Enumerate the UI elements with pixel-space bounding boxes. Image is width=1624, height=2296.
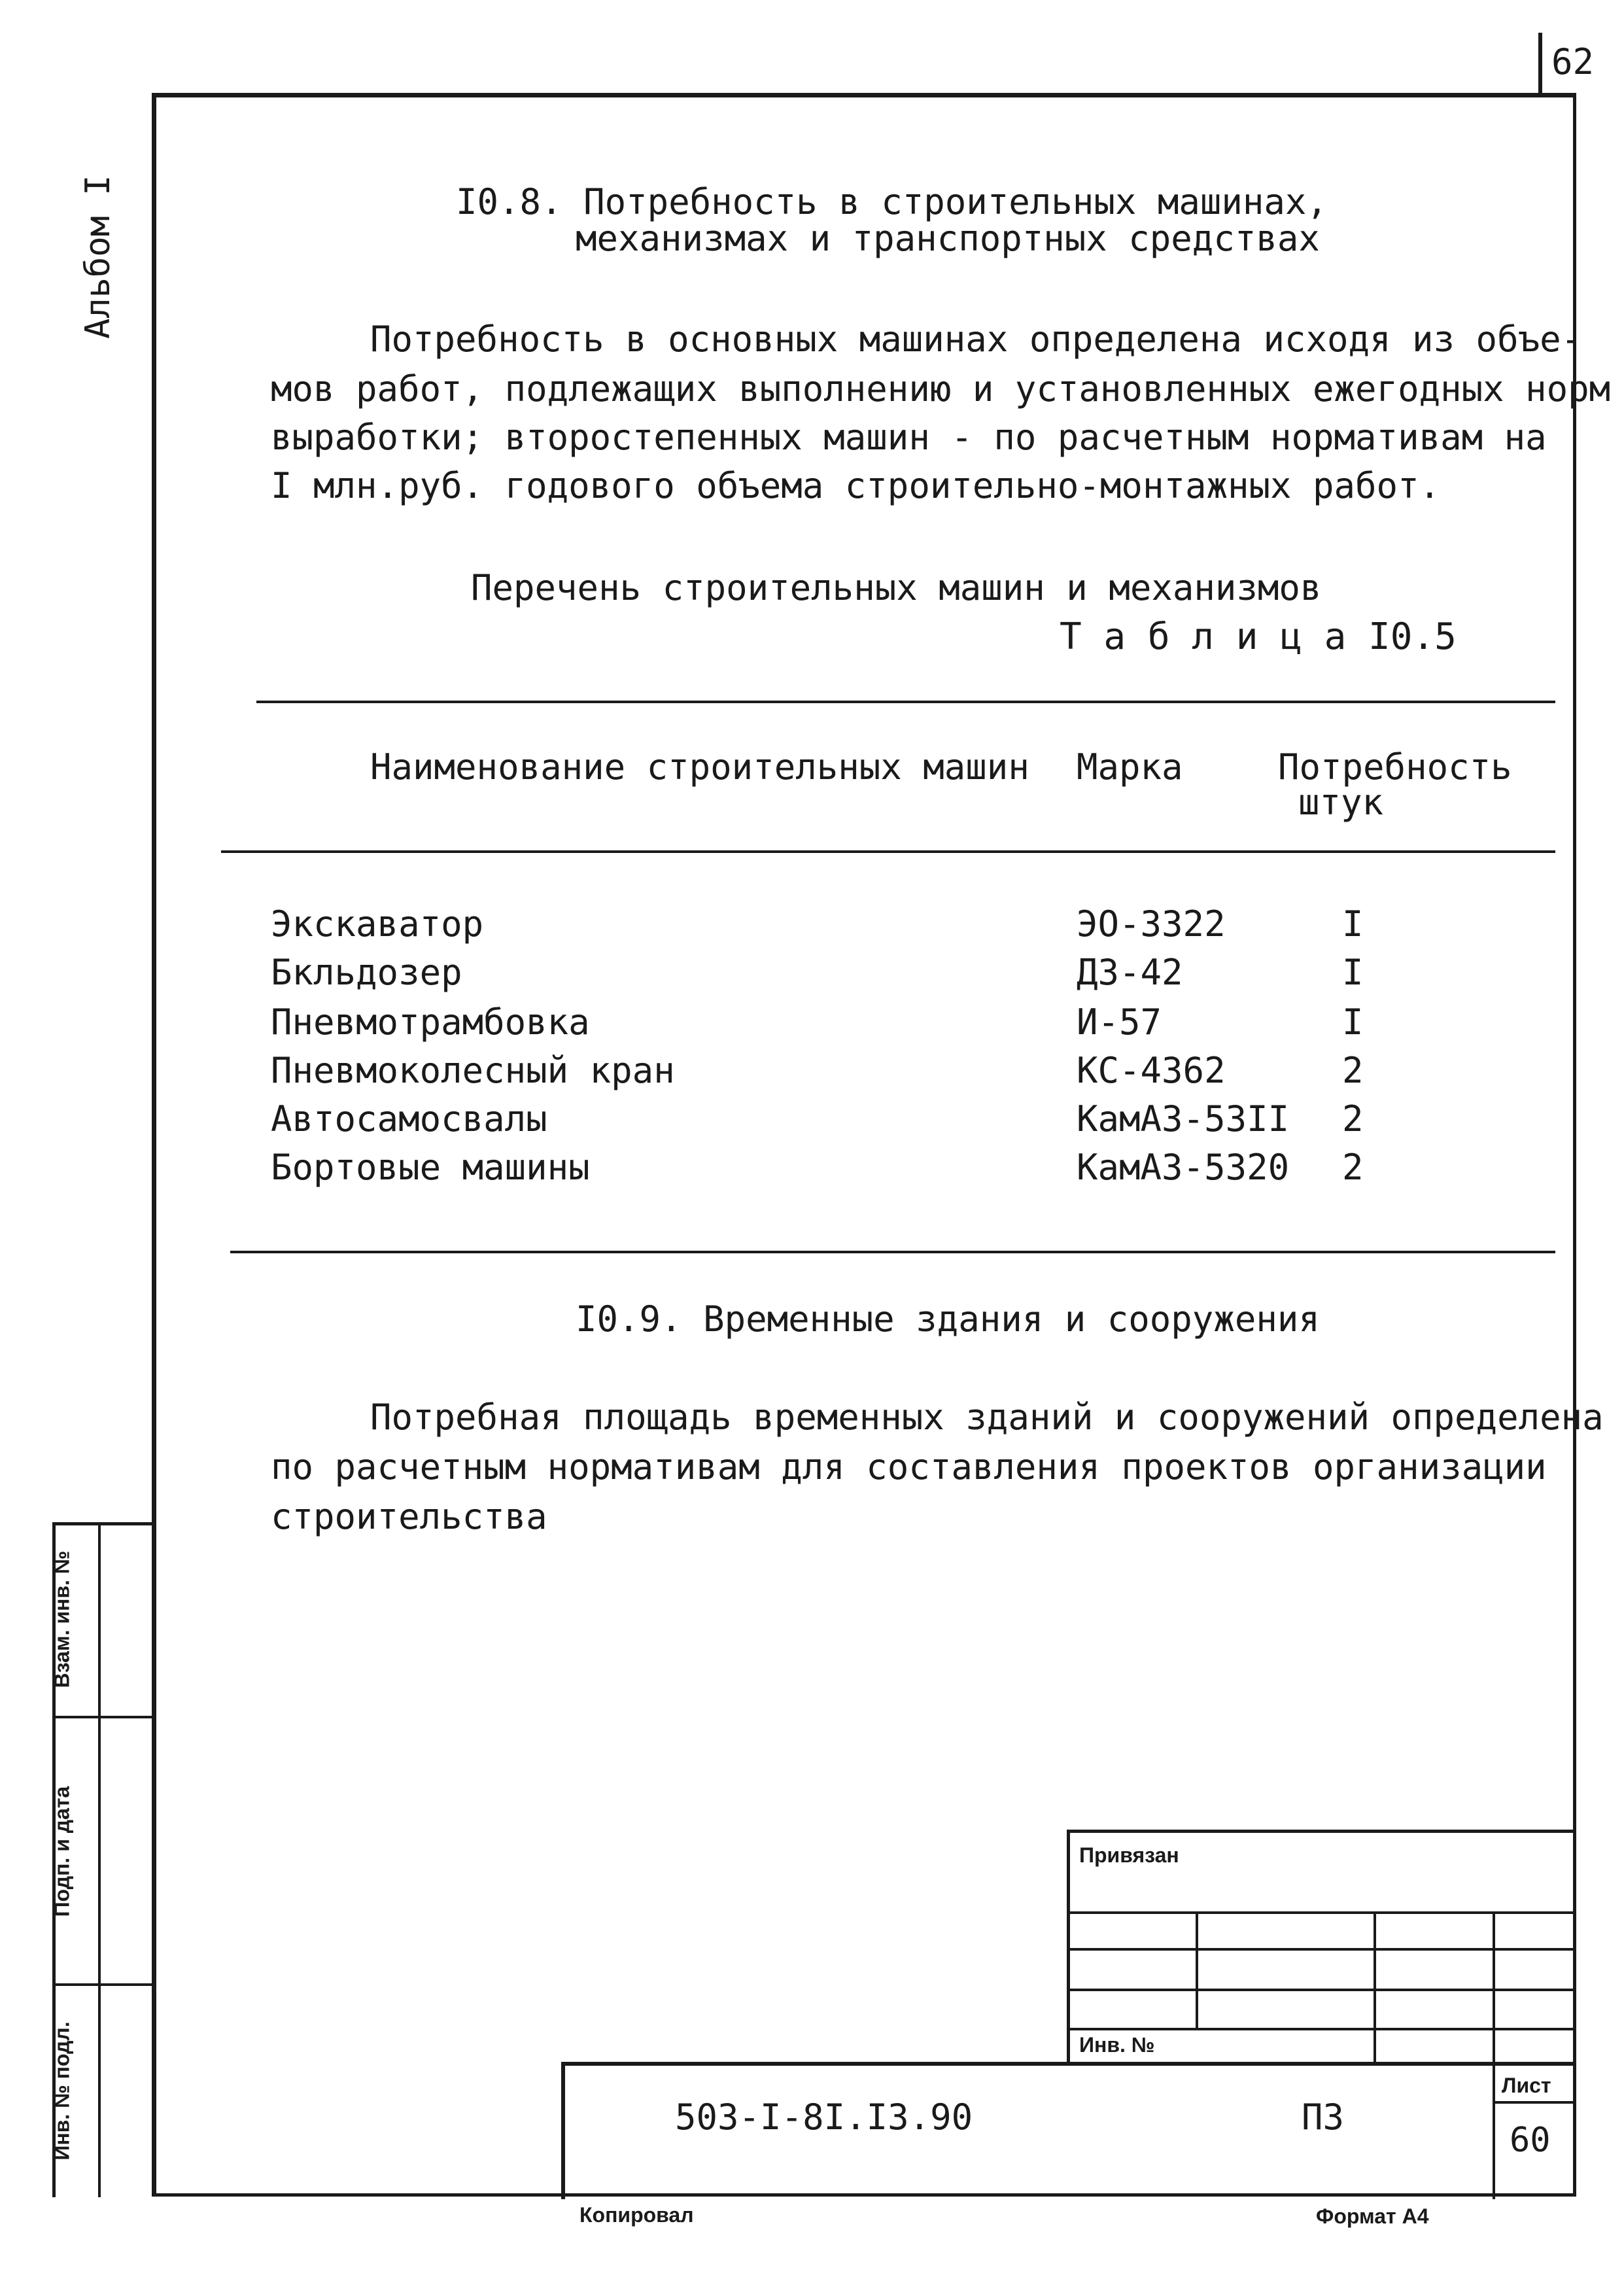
table-cell-qty: 2: [1342, 1098, 1364, 1139]
title-block-rule: [1067, 1911, 1574, 1914]
inv-no-label: Инв. №: [1079, 2033, 1155, 2057]
side-stamp-rule: [52, 1983, 154, 1986]
section-10-8-paragraph-line: мов работ, подлежащих выполнению и установленных ежегодных норм: [271, 368, 1611, 409]
table-cell-mark: И-57: [1077, 1001, 1162, 1043]
title-block-rule: [1067, 2028, 1574, 2030]
table-header-mark: Марка: [1077, 746, 1183, 788]
table-cell-mark: КамАЗ-53II: [1077, 1098, 1290, 1139]
side-stamp-top: [52, 1522, 154, 1525]
section-10-9-title: I0.9. Временные здания и сооружения: [576, 1298, 1320, 1340]
section-10-9-paragraph-line: Потребная площадь временных зданий и сооружений определена: [370, 1397, 1604, 1438]
table-header-name: Наименование строительных машин: [370, 746, 1029, 788]
table-bottom-rule: [230, 1251, 1555, 1253]
title-block-col: [1196, 1911, 1198, 2029]
section-10-8-title-line2: механизмах и транспортных средствах: [576, 218, 1320, 259]
section-10-8-paragraph-line: I млн.руб. годового объема строительно-монтажных работ.: [271, 465, 1441, 506]
table-cell-qty: I: [1342, 952, 1364, 993]
format-label: Формат А4: [1316, 2204, 1429, 2228]
table-cell-name: Пневмоколесный кран: [271, 1050, 675, 1091]
sheet-cell-left: [1493, 2062, 1495, 2199]
table-cell-qty: 2: [1342, 1147, 1364, 1188]
table-header-rule: [221, 850, 1555, 853]
side-stamp-divider: [98, 1522, 101, 2197]
section-10-8-paragraph-line: Потребность в основных машинах определена исходя из объе-: [370, 319, 1583, 360]
title-block-top: [1067, 1830, 1574, 1833]
table-cell-name: Экскаватор: [271, 903, 484, 945]
section-10-8-title-line1: I0.8. Потребность в строительных машинах,: [456, 181, 1328, 222]
main-strip-top: [561, 2062, 1575, 2066]
side-stamp-rule: [52, 1716, 154, 1718]
section-10-8-paragraph-line: выработки; второстепенных машин - по расчетным нормативам на: [271, 417, 1547, 458]
table-cell-qty: 2: [1342, 1050, 1364, 1091]
side-stamp-podp-data: Подп. и дата: [50, 1786, 74, 1917]
table-title: Перечень строительных машин и механизмов: [471, 567, 1322, 608]
privyazan-label: Привязан: [1079, 1843, 1179, 1867]
table-cell-qty: I: [1342, 1001, 1364, 1043]
album-label: Альбом I: [78, 175, 118, 339]
sheet-number: 60: [1510, 2121, 1551, 2160]
page-number: 62: [1551, 41, 1595, 82]
table-header-need-unit: штук: [1298, 782, 1384, 823]
sheet-label: Лист: [1502, 2074, 1551, 2097]
side-stamp-inv-podl: Инв. № подл.: [50, 2021, 74, 2161]
doc-code: 503-I-8I.I3.90: [675, 2096, 973, 2138]
page-number-divider: [1538, 33, 1542, 95]
table-cell-name: Бортовые машины: [271, 1147, 590, 1188]
table-cell-mark: КС-4362: [1077, 1050, 1226, 1091]
title-block-rule: [1067, 1989, 1574, 1991]
table-cell-mark: ДЗ-42: [1077, 952, 1183, 993]
main-strip-left: [561, 2062, 565, 2199]
sheet-cell-rule: [1493, 2101, 1575, 2104]
table-cell-name: Бкльдозер: [271, 952, 462, 993]
table-label: Т а б л и ц а I0.5: [1060, 616, 1457, 658]
kopiroval-label: Копировал: [579, 2203, 694, 2227]
table-cell-mark: КамАЗ-5320: [1077, 1147, 1290, 1188]
title-block-rule: [1067, 1948, 1574, 1951]
table-cell-name: Пневмотрамбовка: [271, 1001, 590, 1043]
table-header-need: Потребность: [1278, 746, 1512, 788]
side-stamp-vzam-inv: Взам. инв. №: [50, 1550, 74, 1688]
table-cell-name: Автосамосвалы: [271, 1098, 547, 1139]
table-cell-mark: ЭО-3322: [1077, 903, 1226, 945]
table-cell-qty: I: [1342, 903, 1364, 945]
doc-type: ПЗ: [1302, 2096, 1345, 2138]
section-10-9-paragraph-line: строительства: [271, 1496, 547, 1537]
section-10-9-paragraph-line: по расчетным нормативам для составления проектов организации: [271, 1446, 1547, 1487]
title-block-col: [1373, 1911, 1376, 2065]
title-block-col: [1493, 1911, 1495, 2065]
table-top-rule: [256, 701, 1555, 703]
